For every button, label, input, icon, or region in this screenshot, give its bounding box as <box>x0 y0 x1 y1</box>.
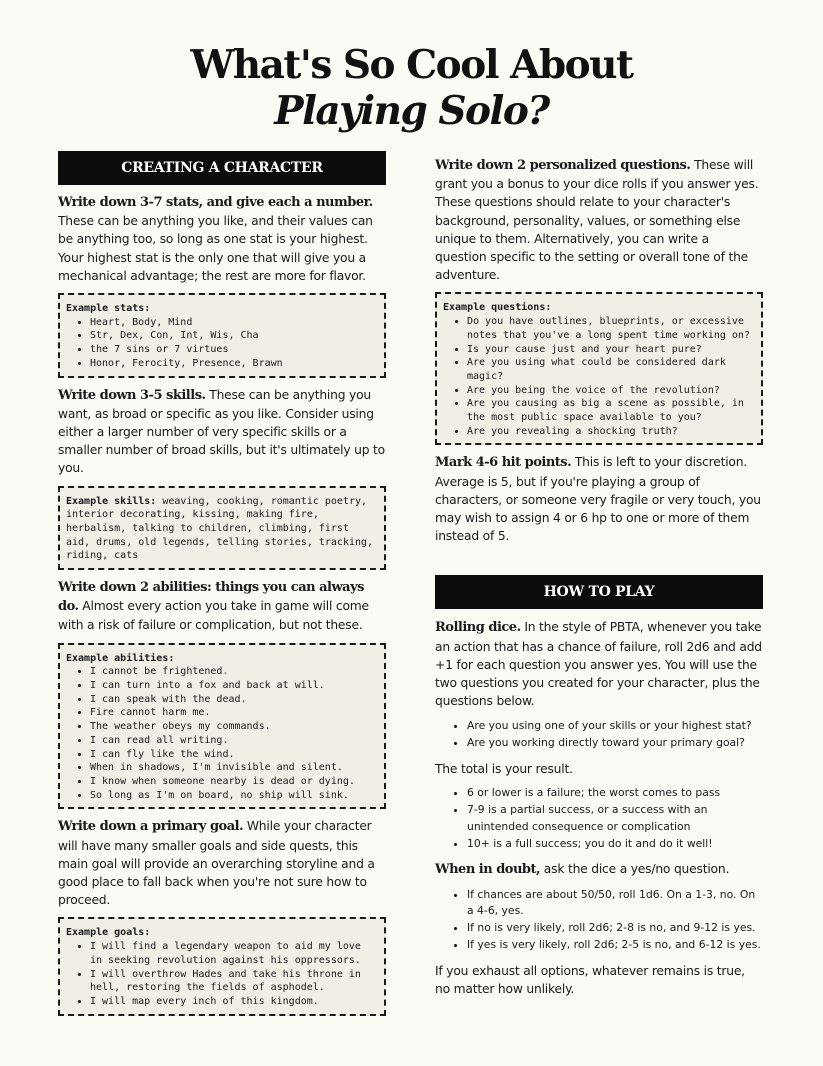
right-column <box>435 156 763 998</box>
section-banner-creating-character: CREATING A CHARACTER <box>58 151 386 185</box>
list-item: • Are you using what could be considered dark magic? <box>467 356 755 383</box>
list-item: • I can speak with the dead. <box>90 693 378 707</box>
rolling-paragraph <box>435 618 763 710</box>
example-stats-list <box>66 316 378 371</box>
title-line-1: What's So Cool About <box>190 42 633 88</box>
result-list <box>435 785 763 852</box>
example-abilities-list <box>66 665 378 802</box>
example-stats-box <box>58 293 386 378</box>
example-skills-text: weaving, cooking, romantic poetry, interior decorating, kissing, making fire, herbalism, talking to children, climbing, first aid, drums, old legends, telling stories, tracking, riding, cats <box>66 495 374 562</box>
list-item: • Str, Dex, Con, Int, Wis, Cha <box>90 329 378 343</box>
list-item: • I can fly like the wind. <box>90 748 378 762</box>
list-item: • Are you being the voice of the revolution? <box>467 384 755 398</box>
page-title <box>0 42 823 134</box>
rolling-questions-list <box>435 718 763 752</box>
list-item: • Are you revealing a shocking truth? <box>467 425 755 439</box>
rolling-text: In the style of PBTA, whenever you take an action that has a chance of failure, roll 2d6 and add +1 for each question you answer yes. You will use the two questions you created for your character, plus the questions below. <box>435 620 762 709</box>
rolling-lead: Rolling dice. <box>435 620 521 636</box>
list-item: • I cannot be frightened. <box>90 665 378 679</box>
doubt-lead: When in doubt, <box>435 862 541 878</box>
section-banner-how-to-play: HOW TO PLAY <box>435 575 763 609</box>
list-item: • So long as I'm on board, no ship will sink. <box>90 789 378 803</box>
list-item: • Honor, Ferocity, Presence, Brawn <box>90 357 378 371</box>
hp-text: This is left to your discretion. Average is 5, but if you're playing a group of characters, or someone very fragile or very touch, you may wish to assign 4 or 6 hp to one or more of them instead of 5. <box>435 455 761 544</box>
hp-lead: Mark 4-6 hit points. <box>435 455 572 471</box>
stats-lead: Write down 3-7 stats, and give each a number. <box>58 195 373 210</box>
list-item: • When in shadows, I'm invisible and silent. <box>90 761 378 775</box>
list-item: • Are you using one of your skills or your highest stat? <box>467 718 763 735</box>
list-item: • If chances are about 50/50, roll 1d6. On a 1-3, no. On a 4-6, yes. <box>467 887 763 921</box>
list-item: • I will find a legendary weapon to aid my love in seeking revolution against his oppressors. <box>90 940 378 967</box>
abilities-paragraph <box>58 578 386 635</box>
list-item: • If no is very likely, roll 2d6; 2-8 is no, and 9-12 is yes. <box>467 920 763 937</box>
list-item: • Heart, Body, Mind <box>90 316 378 330</box>
closing-paragraph: If you exhaust all options, whatever remains is true, no matter how unlikely. <box>435 963 745 997</box>
example-skills-box <box>58 486 386 571</box>
example-abilities-box <box>58 643 386 810</box>
skills-paragraph <box>58 386 386 478</box>
left-column <box>58 151 386 1016</box>
skills-lead: Write down 3-5 skills. <box>58 387 206 403</box>
example-goals-box <box>58 917 386 1015</box>
skills-text: These can be anything you want, as broad or specific as you like. Consider using either a larger number of very specific skills or a smaller number of broad skills, but it's ultimately up to you. <box>58 387 385 476</box>
example-abilities-label: Example abilities: <box>66 652 175 664</box>
example-goals-list <box>66 940 378 1009</box>
stats-paragraph <box>58 193 386 285</box>
questions-lead: Write down 2 personalized questions. <box>435 158 691 173</box>
list-item: • Are you working directly toward your primary goal? <box>467 735 763 752</box>
stats-text: These can be anything you like, and their values can be anything too, so long as one stat is your highest. Your highest stat is the only one that will give you a mechanical advantage; the rest are more for flavor. <box>58 214 373 283</box>
abilities-lead: Write down 2 abilities: things you can always do. <box>58 580 364 615</box>
example-skills-label: Example skills: <box>66 495 157 507</box>
list-item: • Are you causing as big a scene as possible, in the most public space available to you? <box>467 397 755 424</box>
doubt-list <box>435 887 763 954</box>
goal-lead: Write down a primary goal. <box>58 819 244 835</box>
example-questions-box <box>435 292 763 445</box>
hp-paragraph <box>435 453 763 545</box>
list-item: • 10+ is a full success; you do it and do it well! <box>467 836 763 853</box>
list-item: • I know when someone nearby is dead or dying. <box>90 775 378 789</box>
questions-paragraph <box>435 156 763 284</box>
example-questions-list <box>443 315 755 438</box>
example-stats-label: Example stats: <box>66 303 151 315</box>
list-item: • 7-9 is a partial success, or a success with an unintended consequence or complication <box>467 802 763 836</box>
list-item: • Fire cannot harm me. <box>90 706 378 720</box>
example-goals-label: Example goals: <box>66 927 151 939</box>
list-item: • the 7 sins or 7 virtues <box>90 343 378 357</box>
total-paragraph: The total is your result. <box>435 762 573 777</box>
list-item: • I will overthrow Hades and take his throne in hell, restoring the fields of asphodel. <box>90 968 378 995</box>
questions-text: These will grant you a bonus to your dice rolls if you answer yes. These questions should relate to your character's background, personality, values, or something else unique to them. Alternatively, you can write a question specific to the setting or overall tone of the adventure. <box>435 158 759 283</box>
goal-text: While your character will have many smaller goals and side quests, this main goal will provide an overarching storyline and a good place to fall back when you're not sure how to proceed. <box>58 819 375 908</box>
list-item: • The weather obeys my commands. <box>90 720 378 734</box>
list-item: • Is your cause just and your heart pure? <box>467 343 755 357</box>
abilities-text: Almost every action you take in game will come with a risk of failure or complication, but not these. <box>58 599 369 633</box>
list-item: • I can read all writing. <box>90 734 378 748</box>
list-item: • 6 or lower is a failure; the worst comes to pass <box>467 785 763 802</box>
doubt-text: ask the dice a yes/no question. <box>540 862 730 877</box>
example-questions-label: Example questions: <box>443 302 552 314</box>
list-item: • If yes is very likely, roll 2d6; 2-5 is no, and 6-12 is yes. <box>467 937 763 954</box>
list-item: • I can turn into a fox and back at will. <box>90 679 378 693</box>
list-item: • Do you have outlines, blueprints, or excessive notes that you've a long spent time working on? <box>467 315 755 342</box>
doubt-paragraph <box>435 860 763 879</box>
list-item: • I will map every inch of this kingdom. <box>90 995 378 1009</box>
goal-paragraph <box>58 817 386 909</box>
title-line-2: Playing Solo? <box>274 88 549 134</box>
